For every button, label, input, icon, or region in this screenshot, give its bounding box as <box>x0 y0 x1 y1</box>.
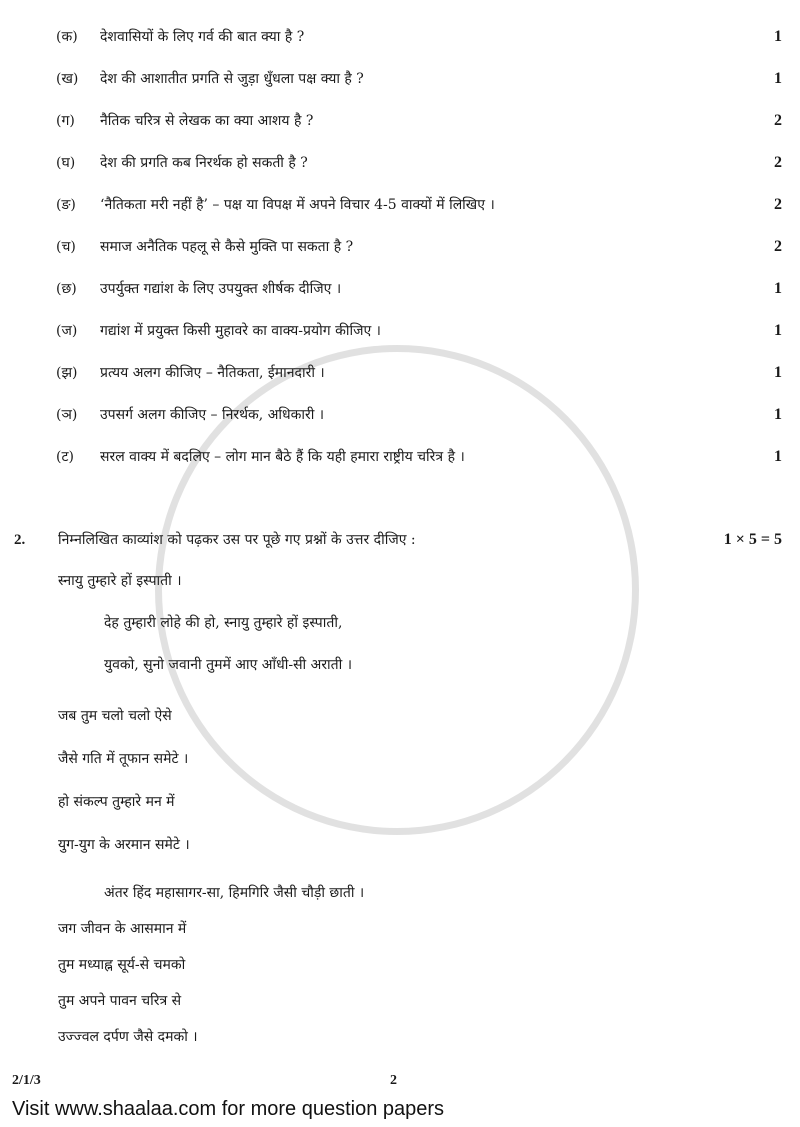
part-marks: 1 <box>774 280 782 297</box>
poem-line: युवको, सुनो जवानी तुममें आए आँधी-सी अराती । <box>104 657 353 673</box>
paper-code: 2/1/3 <box>12 1073 41 1088</box>
poem-line: उज्ज्वल दर्पण जैसे दमको । <box>58 1029 198 1045</box>
part-text: नैतिक चरित्र से लेखक का क्या आशय है ? <box>100 113 314 129</box>
part-marks: 1 <box>774 448 782 465</box>
part-text: ‘नैतिकता मरी नहीं है’ – पक्ष या विपक्ष में अपने विचार 4-5 वाक्यों में लिखिए । <box>100 197 495 213</box>
part-marks: 1 <box>774 28 782 45</box>
part-text: समाज अनैतिक पहलू से कैसे मुक्ति पा सकता है ? <box>100 239 354 255</box>
part-marks: 2 <box>774 154 782 171</box>
part-marks: 1 <box>774 70 782 87</box>
part-text: उपसर्ग अलग कीजिए – निरर्थक, अधिकारी । <box>100 407 325 423</box>
poem-line: अंतर हिंद महासागर-सा, हिमगिरि जैसी चौड़ी छाती । <box>104 885 365 901</box>
poem-line: हो संकल्प तुम्हारे मन में <box>58 794 175 810</box>
poem-line: तुम अपने पावन चरित्र से <box>58 993 182 1009</box>
part-text: सरल वाक्य में बदलिए – लोग मान बैठे हैं कि यही हमारा राष्ट्रीय चरित्र है । <box>100 449 465 465</box>
part-text: देशवासियों के लिए गर्व की बात क्या है ? <box>100 29 305 45</box>
part-label: (ख) <box>56 71 79 87</box>
part-label: (क) <box>56 29 78 45</box>
part-text: गद्यांश में प्रयुक्त किसी मुहावरे का वाक्य-प्रयोग कीजिए । <box>100 323 381 339</box>
visit-link[interactable]: Visit www.shaalaa.com for more question papers <box>12 1098 445 1120</box>
part-label: (ङ) <box>56 197 76 213</box>
part-text: प्रत्यय अलग कीजिए – नैतिकता, ईमानदारी । <box>100 365 325 381</box>
question-marks: 1 × 5 = 5 <box>723 531 782 548</box>
poem-line: युग-युग के अरमान समेटे । <box>58 837 190 853</box>
part-marks: 1 <box>774 364 782 381</box>
part-label: (च) <box>56 239 76 255</box>
question-number: 2. <box>14 532 26 548</box>
part-label: (छ) <box>56 281 77 297</box>
poem-line: स्नायु तुम्हारे हों इस्पाती । <box>58 573 182 589</box>
poem-line: जब तुम चलो चलो ऐसे <box>58 708 172 724</box>
poem-line: जैसे गति में तूफान समेटे । <box>58 751 189 767</box>
poem-line: जग जीवन के आसमान में <box>58 921 187 937</box>
part-label: (ग) <box>56 113 75 129</box>
part-label: (ट) <box>56 449 74 465</box>
part-text: देश की आशातीत प्रगति से जुड़ा धुँधला पक्ष क्या है ? <box>100 71 364 87</box>
poem-line: तुम मध्याह्न सूर्य-से चमको <box>58 957 186 973</box>
part-marks: 2 <box>774 112 782 129</box>
part-label: (घ) <box>56 155 76 171</box>
part-marks: 1 <box>774 406 782 423</box>
part-marks: 2 <box>774 196 782 213</box>
part-marks: 2 <box>774 238 782 255</box>
part-text: देश की प्रगति कब निरर्थक हो सकती है ? <box>100 155 308 171</box>
question-text: निम्नलिखित काव्यांश को पढ़कर उस पर पूछे गए प्रश्नों के उत्तर दीजिए : <box>58 532 416 548</box>
poem-line: देह तुम्हारी लोहे की हो, स्नायु तुम्हारे हों इस्पाती, <box>104 615 343 631</box>
part-label: (झ) <box>56 365 78 381</box>
part-marks: 1 <box>774 322 782 339</box>
part-text: उपर्युक्त गद्यांश के लिए उपयुक्त शीर्षक दीजिए । <box>100 281 342 297</box>
part-label: (ञ) <box>56 407 78 423</box>
part-label: (ज) <box>56 323 78 339</box>
page-number: 2 <box>390 1073 397 1088</box>
